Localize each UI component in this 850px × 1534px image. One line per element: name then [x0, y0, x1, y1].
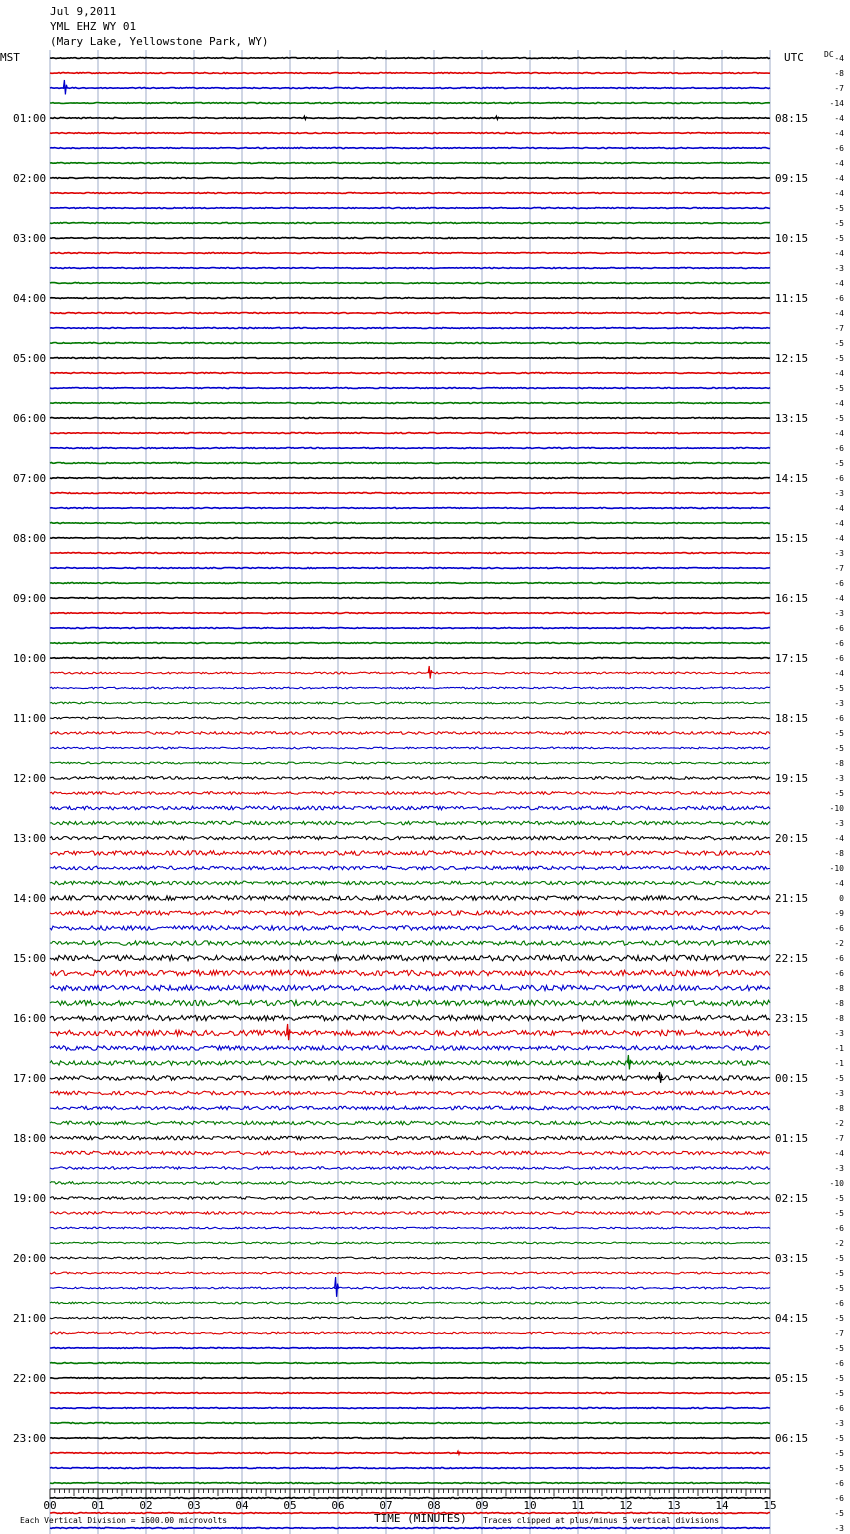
dc-offset-label: -1 — [834, 1059, 844, 1068]
hour-label-utc: 19:15 — [775, 772, 809, 785]
hour-label-mst: 03:00 — [13, 232, 47, 245]
trace-line — [50, 658, 770, 659]
dc-offset-label: -5 — [834, 1509, 844, 1518]
trace-line — [50, 762, 770, 764]
dc-offset-label: -5 — [834, 339, 844, 348]
dc-offset-label: -4 — [834, 279, 844, 288]
trace-line — [50, 702, 770, 704]
trace-line — [50, 1378, 770, 1379]
dc-offset-label: -4 — [834, 309, 844, 318]
trace-line — [50, 1030, 770, 1035]
trace-line — [50, 328, 770, 329]
trace-line — [50, 1121, 770, 1125]
trace-line — [50, 598, 770, 599]
dc-offset-label: -7 — [834, 1329, 844, 1338]
hour-label-mst: 20:00 — [13, 1252, 47, 1265]
trace-line — [50, 806, 770, 810]
hour-label-mst: 01:00 — [13, 112, 47, 125]
dc-offset-label: -8 — [834, 759, 844, 768]
trace-line — [50, 523, 770, 524]
hour-label-mst: 23:00 — [13, 1432, 47, 1445]
dc-offset-label: -4 — [834, 834, 844, 843]
dc-offset-label: -6 — [834, 579, 844, 588]
hour-label-utc: 09:15 — [775, 172, 809, 185]
x-tick-label: 03 — [187, 1499, 201, 1512]
hour-label-utc: 08:15 — [775, 112, 809, 125]
dc-offset-label: -3 — [834, 489, 844, 498]
dc-offset-label: -6 — [834, 969, 844, 978]
trace-line — [50, 163, 770, 164]
hour-label-mst: 19:00 — [13, 1192, 47, 1205]
trace-line — [50, 118, 770, 119]
dc-offset-label: -5 — [834, 1209, 844, 1218]
hour-label-utc: 16:15 — [775, 592, 809, 605]
dc-offset-label: -6 — [834, 654, 844, 663]
dc-offset-label: -5 — [834, 1269, 844, 1278]
dc-offset-label: -5 — [834, 219, 844, 228]
trace-line — [50, 955, 770, 960]
trace-line — [50, 463, 770, 464]
trace-line — [50, 1287, 770, 1289]
dc-offset-label: -7 — [834, 84, 844, 93]
trace-line — [50, 553, 770, 554]
dc-offset-label: -4 — [834, 1149, 844, 1158]
dc-offset-label: -4 — [834, 429, 844, 438]
trace-line — [50, 1453, 770, 1454]
trace-line — [50, 193, 770, 194]
dc-offset-label: -5 — [834, 354, 844, 363]
hour-label-utc: 06:15 — [775, 1432, 809, 1445]
hour-label-mst: 15:00 — [13, 952, 47, 965]
dc-offset-label: -6 — [834, 474, 844, 483]
x-tick-label: 09 — [475, 1499, 489, 1512]
trace-line — [50, 283, 770, 284]
trace-line — [50, 1363, 770, 1364]
hour-label-utc: 23:15 — [775, 1012, 809, 1025]
hour-label-mst: 07:00 — [13, 472, 47, 485]
dc-label: DC — [824, 50, 834, 59]
trace-line — [50, 1151, 770, 1155]
trace-line — [50, 178, 770, 179]
trace-line — [50, 866, 770, 870]
trace-line — [50, 1317, 770, 1319]
dc-offset-label: -9 — [834, 909, 844, 918]
trace-line — [50, 672, 770, 674]
trace-line — [50, 373, 770, 374]
trace-line — [50, 568, 770, 569]
dc-offset-label: -6 — [834, 444, 844, 453]
hour-label-mst: 11:00 — [13, 712, 47, 725]
trace-line — [50, 985, 770, 990]
trace-line — [50, 687, 770, 689]
dc-offset-label: -4 — [834, 114, 844, 123]
hour-label-utc: 12:15 — [775, 352, 809, 365]
dc-offset-label: -5 — [834, 204, 844, 213]
x-tick-label: 02 — [139, 1499, 153, 1512]
trace-line — [50, 88, 770, 89]
dc-offset-label: -5 — [834, 729, 844, 738]
trace-line — [50, 1483, 770, 1484]
trace-line — [50, 881, 770, 885]
dc-offset-label: -4 — [834, 669, 844, 678]
trace-line — [50, 970, 770, 975]
dc-offset-label: -4 — [834, 249, 844, 258]
trace-line — [50, 388, 770, 389]
dc-offset-label: -5 — [834, 789, 844, 798]
dc-offset-label: -5 — [834, 234, 844, 243]
hour-label-mst: 02:00 — [13, 172, 47, 185]
dc-offset-label: -6 — [834, 624, 844, 633]
dc-offset-label: -6 — [834, 924, 844, 933]
trace-line — [50, 418, 770, 419]
event-mark — [457, 1451, 461, 1455]
trace-line — [50, 1393, 770, 1394]
dc-offset-label: -5 — [834, 459, 844, 468]
dc-offset-label: -5 — [834, 1284, 844, 1293]
dc-offset-label: -8 — [834, 1014, 844, 1023]
trace-line — [50, 1348, 770, 1349]
header-location: (Mary Lake, Yellowstone Park, WY) — [50, 35, 269, 48]
trace-line — [50, 298, 770, 299]
trace-line — [50, 1091, 770, 1095]
trace-line — [50, 313, 770, 314]
trace-line — [50, 148, 770, 149]
x-tick-label: 10 — [523, 1499, 537, 1512]
trace-line — [50, 792, 770, 795]
trace-line — [50, 433, 770, 434]
dc-offset-label: -6 — [834, 144, 844, 153]
x-tick-label: 11 — [571, 1499, 585, 1512]
x-tick-label: 01 — [91, 1499, 105, 1512]
dc-offset-label: -2 — [834, 1239, 844, 1248]
dc-offset-label: -5 — [834, 1374, 844, 1383]
dc-offset-label: -2 — [834, 1119, 844, 1128]
trace-line — [50, 223, 770, 224]
event-mark — [303, 116, 307, 120]
trace-line — [50, 1332, 770, 1334]
trace-line — [50, 1528, 770, 1529]
utc-label: UTC — [784, 51, 804, 64]
dc-offset-label: -4 — [834, 534, 844, 543]
hour-label-mst: 13:00 — [13, 832, 47, 845]
dc-offset-label: -6 — [834, 1359, 844, 1368]
trace-line — [50, 208, 770, 209]
trace-line — [50, 1136, 770, 1140]
trace-line — [50, 133, 770, 134]
hour-label-utc: 18:15 — [775, 712, 809, 725]
header-station: YML EHZ WY 01 — [50, 20, 137, 33]
hour-label-utc: 05:15 — [775, 1372, 809, 1385]
trace-line — [50, 508, 770, 509]
dc-offset-label: -3 — [834, 609, 844, 618]
mst-label: MST — [0, 51, 20, 64]
dc-offset-label: -4 — [834, 369, 844, 378]
event-mark — [63, 80, 67, 94]
dc-offset-label: -4 — [834, 54, 844, 63]
dc-offset-label: -8 — [834, 1104, 844, 1113]
hour-label-utc: 03:15 — [775, 1252, 809, 1265]
dc-offset-label: -6 — [834, 294, 844, 303]
header-date: Jul 9,2011 — [50, 5, 117, 18]
dc-offset-label: -5 — [834, 744, 844, 753]
x-tick-label: 15 — [763, 1499, 777, 1512]
dc-offset-label: -7 — [834, 564, 844, 573]
hour-label-mst: 21:00 — [13, 1312, 47, 1325]
dc-offset-label: -5 — [834, 1464, 844, 1473]
trace-line — [50, 1061, 770, 1065]
hour-label-utc: 13:15 — [775, 412, 809, 425]
dc-offset-label: -8 — [834, 999, 844, 1008]
dc-offset-label: -6 — [834, 1494, 844, 1503]
hour-label-mst: 04:00 — [13, 292, 47, 305]
trace-line — [50, 1212, 770, 1215]
trace-line — [50, 836, 770, 840]
trace-line — [50, 1182, 770, 1185]
hour-label-utc: 11:15 — [775, 292, 809, 305]
hour-label-utc: 22:15 — [775, 952, 809, 965]
trace-line — [50, 103, 770, 104]
trace-line — [50, 1000, 770, 1005]
dc-offset-label: -4 — [834, 519, 844, 528]
trace-line — [50, 583, 770, 584]
hour-label-utc: 04:15 — [775, 1312, 809, 1325]
trace-line — [50, 1106, 770, 1110]
dc-offset-label: -6 — [834, 1224, 844, 1233]
trace-line — [50, 777, 770, 780]
dc-offset-label: -5 — [834, 1314, 844, 1323]
dc-offset-label: -4 — [834, 174, 844, 183]
trace-line — [50, 1438, 770, 1439]
hour-label-utc: 02:15 — [775, 1192, 809, 1205]
dc-offset-label: -8 — [834, 984, 844, 993]
dc-offset-label: -3 — [834, 1419, 844, 1428]
x-tick-label: 13 — [667, 1499, 681, 1512]
dc-offset-label: -4 — [834, 504, 844, 513]
trace-line — [50, 493, 770, 494]
hour-label-mst: 14:00 — [13, 892, 47, 905]
x-tick-label: 00 — [43, 1499, 57, 1512]
hour-label-mst: 17:00 — [13, 1072, 47, 1085]
hour-label-mst: 18:00 — [13, 1132, 47, 1145]
event-mark — [428, 666, 432, 679]
trace-line — [50, 448, 770, 449]
dc-offset-label: -5 — [834, 1074, 844, 1083]
dc-offset-label: -8 — [834, 849, 844, 858]
trace-line — [50, 747, 770, 749]
event-mark — [659, 1072, 663, 1083]
dc-offset-label: -4 — [834, 159, 844, 168]
hour-label-utc: 17:15 — [775, 652, 809, 665]
dc-offset-label: -6 — [834, 954, 844, 963]
scale-note: Each Vertical Division = 1600.00 microvolts — [20, 1516, 228, 1525]
x-tick-label: 05 — [283, 1499, 297, 1512]
trace-line — [50, 643, 770, 644]
dc-offset-label: -7 — [834, 1134, 844, 1143]
dc-offset-label: -2 — [834, 939, 844, 948]
trace-line — [50, 238, 770, 239]
trace-line — [50, 478, 770, 479]
hour-label-mst: 10:00 — [13, 652, 47, 665]
trace-line — [50, 358, 770, 359]
trace-line — [50, 1015, 770, 1020]
hour-label-utc: 14:15 — [775, 472, 809, 485]
dc-offset-label: -6 — [834, 1479, 844, 1488]
trace-line — [50, 253, 770, 254]
dc-offset-label: -6 — [834, 1404, 844, 1413]
dc-offset-label: -6 — [834, 1299, 844, 1308]
dc-offset-label: -3 — [834, 1029, 844, 1038]
trace-line — [50, 73, 770, 74]
trace-line — [50, 941, 770, 945]
trace-line — [50, 1242, 770, 1244]
dc-offset-label: -4 — [834, 879, 844, 888]
dc-offset-label: -4 — [834, 399, 844, 408]
hour-label-mst: 06:00 — [13, 412, 47, 425]
hour-label-mst: 09:00 — [13, 592, 47, 605]
dc-offset-label: -14 — [829, 99, 844, 108]
dc-offset-label: -3 — [834, 1524, 844, 1533]
event-mark — [495, 116, 499, 120]
trace-line — [50, 1046, 770, 1050]
x-tick-label: 06 — [331, 1499, 345, 1512]
trace-line — [50, 628, 770, 629]
hour-label-utc: 00:15 — [775, 1072, 809, 1085]
dc-offset-label: -5 — [834, 1434, 844, 1443]
x-tick-label: 08 — [427, 1499, 441, 1512]
trace-line — [50, 1272, 770, 1274]
dc-offset-label: -10 — [829, 1179, 844, 1188]
x-tick-label: 14 — [715, 1499, 729, 1512]
trace-line — [50, 1167, 770, 1170]
trace-line — [50, 1227, 770, 1229]
clip-note: Traces clipped at plus/minus 5 vertical divisions — [483, 1516, 720, 1525]
x-tick-label: 12 — [619, 1499, 633, 1512]
trace-line — [50, 911, 770, 915]
dc-offset-label: -1 — [834, 1044, 844, 1053]
dc-offset-label: -3 — [834, 819, 844, 828]
hour-label-utc: 01:15 — [775, 1132, 809, 1145]
dc-offset-label: -5 — [834, 1254, 844, 1263]
hour-label-mst: 12:00 — [13, 772, 47, 785]
trace-line — [50, 403, 770, 404]
trace-line — [50, 821, 770, 825]
dc-offset-label: 0 — [839, 894, 844, 903]
dc-offset-label: -4 — [834, 129, 844, 138]
trace-line — [50, 343, 770, 344]
dc-offset-label: -8 — [834, 69, 844, 78]
dc-offset-label: -4 — [834, 189, 844, 198]
trace-line — [50, 538, 770, 539]
dc-offset-label: -4 — [834, 594, 844, 603]
trace-line — [50, 268, 770, 269]
trace-line — [50, 1257, 770, 1259]
dc-offset-label: -5 — [834, 1344, 844, 1353]
trace-line — [50, 851, 770, 855]
hour-label-mst: 16:00 — [13, 1012, 47, 1025]
dc-offset-label: -6 — [834, 714, 844, 723]
trace-line — [50, 1197, 770, 1200]
x-tick-label: 04 — [235, 1499, 249, 1512]
dc-offset-label: -3 — [834, 549, 844, 558]
dc-offset-label: -5 — [834, 414, 844, 423]
trace-line — [50, 896, 770, 900]
dc-offset-label: -5 — [834, 1389, 844, 1398]
dc-offset-label: -7 — [834, 324, 844, 333]
hour-label-utc: 10:15 — [775, 232, 809, 245]
dc-offset-label: -3 — [834, 1164, 844, 1173]
trace-line — [50, 1302, 770, 1304]
event-mark — [627, 1055, 631, 1069]
dc-offset-label: -6 — [834, 639, 844, 648]
trace-line — [50, 926, 770, 930]
trace-line — [50, 1423, 770, 1424]
dc-offset-label: -5 — [834, 1194, 844, 1203]
hour-label-utc: 20:15 — [775, 832, 809, 845]
hour-label-mst: 22:00 — [13, 1372, 47, 1385]
dc-offset-label: -5 — [834, 684, 844, 693]
dc-offset-label: -10 — [829, 864, 844, 873]
dc-offset-label: -3 — [834, 264, 844, 273]
hour-label-mst: 08:00 — [13, 532, 47, 545]
trace-line — [50, 1408, 770, 1409]
dc-offset-label: -3 — [834, 699, 844, 708]
dc-offset-label: -3 — [834, 1089, 844, 1098]
hour-label-utc: 15:15 — [775, 532, 809, 545]
dc-offset-label: -3 — [834, 774, 844, 783]
dc-offset-label: -10 — [829, 804, 844, 813]
trace-line — [50, 732, 770, 735]
trace-line — [50, 58, 770, 59]
trace-line — [50, 613, 770, 614]
dc-offset-label: -5 — [834, 1449, 844, 1458]
trace-line — [50, 1498, 770, 1499]
trace-line — [50, 717, 770, 719]
dc-offset-label: -5 — [834, 384, 844, 393]
x-tick-label: 07 — [379, 1499, 393, 1512]
hour-label-mst: 05:00 — [13, 352, 47, 365]
trace-line — [50, 1468, 770, 1469]
x-axis-title: TIME (MINUTES) — [374, 1512, 467, 1525]
hour-label-utc: 21:15 — [775, 892, 809, 905]
